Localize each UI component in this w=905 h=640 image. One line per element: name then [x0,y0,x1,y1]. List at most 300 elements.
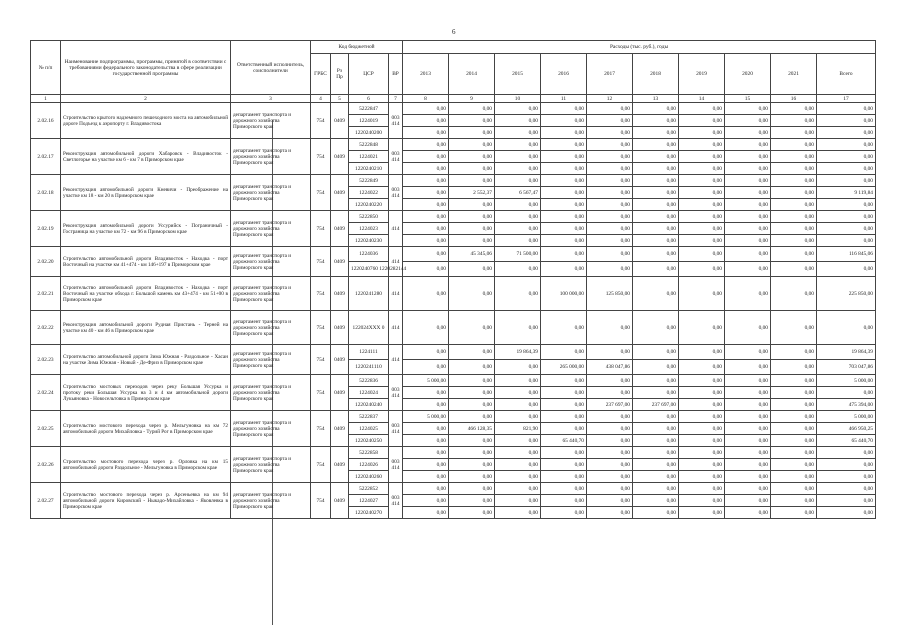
row-value: 0,00 [725,447,771,459]
row-executor: департамент транспорта и дорожного хозяйства Приморского края [231,277,311,311]
row-csr: 1220240200 [349,127,389,139]
row-value: 0,00 [449,175,495,187]
row-value: 0,00 [633,127,679,139]
row-value: 0,00 [771,163,817,175]
row-csr: 1220240220 [349,199,389,211]
table-row [31,447,876,459]
row-value: 0,00 [679,199,725,211]
row-value: 0,00 [725,345,771,360]
row-rzpr: 0409 [331,277,349,311]
row-csr: 5222850 [349,211,389,223]
row-value: 0,00 [403,247,449,262]
row-value: 0,00 [725,103,771,115]
row-value: 5 000,00 [403,411,449,423]
row-value: 0,00 [403,435,449,447]
column-number: 2 [61,95,231,103]
row-value: 0,00 [449,223,495,235]
row-value: 0,00 [587,483,633,495]
row-csr: 1224022 [349,187,389,199]
table-row [31,311,876,345]
row-value: 0,00 [495,411,541,423]
column-number: 3 [231,95,311,103]
row-value: 65 440,70 [817,435,876,447]
row-value: 0,00 [633,175,679,187]
row-value: 438 047,86 [587,360,633,375]
row-value: 0,00 [495,223,541,235]
column-number: 1 [31,95,61,103]
row-value: 0,00 [541,223,587,235]
row-value: 0,00 [633,211,679,223]
row-value: 0,00 [679,495,725,507]
row-value: 0,00 [679,262,725,277]
row-value: 0,00 [771,223,817,235]
row-value: 0,00 [725,471,771,483]
row-value: 0,00 [633,277,679,311]
row-value: 0,00 [541,495,587,507]
row-value: 0,00 [587,235,633,247]
header-name: Наименование подпрограммы, программы, принятой в соответствии с требованиями федерального законодательства в сфере реализации государственной программы [61,41,231,95]
row-value: 0,00 [633,387,679,399]
header-row-1 [31,41,876,54]
row-value: 0,00 [495,483,541,495]
row-vr: 414 [389,211,403,247]
row-csr: 5222858 [349,447,389,459]
row-value: 0,00 [725,495,771,507]
row-value: 0,00 [633,115,679,127]
row-value: 0,00 [541,507,587,519]
row-executor: департамент транспорта и дорожного хозяйства Приморского края [231,411,311,447]
row-csr: 5222837 [349,411,389,423]
row-value: 0,00 [403,387,449,399]
row-value: 0,00 [449,375,495,387]
row-name: Строительство мостового перехода через р. Арсеньевка на км 94 автомобильной дороги Кировский - Ныкадо-Михайловка - Яковлевка в Приморском крае [61,483,231,519]
row-csr: 1224036 [349,247,389,262]
row-value: 0,00 [541,375,587,387]
row-rzpr: 0409 [331,311,349,345]
row-value: 0,00 [633,103,679,115]
column-number: 14 [679,95,725,103]
header-csr: ЦСР [349,54,389,95]
row-grbs: 754 [311,139,331,175]
row-value: 0,00 [541,471,587,483]
row-name: Реконструкция автомобильной дороги Уссурийск - Пограничный - Госграница на участке км 72 - км 96 в Приморском крае [61,211,231,247]
row-value: 0,00 [679,127,725,139]
row-value: 0,00 [771,103,817,115]
row-value: 0,00 [771,311,817,345]
row-value: 0,00 [403,360,449,375]
row-value: 0,00 [495,277,541,311]
row-value: 0,00 [449,459,495,471]
row-value: 0,00 [771,211,817,223]
column-number: 15 [725,95,771,103]
row-value: 0,00 [725,387,771,399]
row-value: 0,00 [541,345,587,360]
row-value: 0,00 [541,423,587,435]
row-vr: 003 414 [389,375,403,411]
row-value: 0,00 [587,459,633,471]
row-rzpr: 0409 [331,375,349,411]
row-value: 0,00 [449,115,495,127]
column-number: 13 [633,95,679,103]
row-value: 0,00 [679,247,725,262]
row-value: 0,00 [541,459,587,471]
row-value: 0,00 [403,115,449,127]
table-row [31,375,876,387]
row-value: 0,00 [587,187,633,199]
row-grbs: 754 [311,211,331,247]
row-value: 0,00 [587,345,633,360]
row-number: 2.02.17 [31,139,61,175]
row-value: 0,00 [449,151,495,163]
column-number: 16 [771,95,817,103]
row-csr: 1224026 [349,459,389,471]
row-csr: 1220240270 [349,507,389,519]
row-value: 0,00 [403,311,449,345]
row-executor: департамент транспорта и дорожного хозяйства Приморского края [231,139,311,175]
row-value: 0,00 [725,399,771,411]
row-value: 466 950,25 [817,423,876,435]
header-grbs: ГРБС [311,54,331,95]
row-executor: департамент транспорта и дорожного хозяйства Приморского края [231,375,311,411]
row-name: Строительство мостовых переходов через реку Большая Уссурка и протоку реки Большая Уссурка на 3 и 4 км автомобильной дороги Лукьяновка - Новосельтовка в Приморском крае [61,375,231,411]
row-value: 0,00 [403,495,449,507]
row-value: 0,00 [541,127,587,139]
row-value: 0,00 [449,199,495,211]
row-value: 0,00 [587,211,633,223]
row-value: 0,00 [403,139,449,151]
row-csr: 1224027 [349,495,389,507]
row-value: 0,00 [541,115,587,127]
row-value: 0,00 [449,235,495,247]
row-value: 265 000,00 [541,360,587,375]
row-value: 0,00 [771,495,817,507]
row-executor: департамент транспорта и дорожного хозяйства Приморского края [231,247,311,277]
row-number: 2.02.18 [31,175,61,211]
row-csr: 1224024 [349,387,389,399]
row-value: 0,00 [495,435,541,447]
row-vr: 003 414 [389,175,403,211]
row-value: 0,00 [633,471,679,483]
row-value: 0,00 [495,103,541,115]
row-value: 0,00 [725,139,771,151]
row-value: 0,00 [817,387,876,399]
row-value: 0,00 [633,360,679,375]
row-value: 0,00 [771,483,817,495]
row-rzpr: 0409 [331,345,349,375]
row-value: 0,00 [449,360,495,375]
row-value: 0,00 [771,423,817,435]
row-value: 65 440,70 [541,435,587,447]
row-value: 0,00 [679,387,725,399]
row-value: 0,00 [679,423,725,435]
row-grbs: 754 [311,277,331,311]
row-value: 0,00 [403,175,449,187]
row-value: 0,00 [771,471,817,483]
row-value: 0,00 [587,311,633,345]
row-rzpr: 0409 [331,247,349,277]
row-value: 0,00 [587,223,633,235]
row-value: 0,00 [817,115,876,127]
header-expenses: Расходы (тыс. руб.), годы [403,41,876,54]
row-value: 0,00 [633,435,679,447]
header-year: 2020 [725,54,771,95]
row-value: 0,00 [817,507,876,519]
row-value: 0,00 [403,223,449,235]
row-value: 0,00 [403,199,449,211]
row-value: 0,00 [679,375,725,387]
column-number: 9 [449,95,495,103]
row-value: 0,00 [725,375,771,387]
row-value: 0,00 [679,447,725,459]
row-value: 0,00 [403,483,449,495]
header-year: 2014 [449,54,495,95]
column-number: 4 [311,95,331,103]
row-vr: 003 414 [389,447,403,483]
row-value: 0,00 [771,235,817,247]
column-number: 17 [817,95,876,103]
row-value: 0,00 [679,103,725,115]
row-value: 0,00 [725,247,771,262]
row-value: 0,00 [725,435,771,447]
row-value: 0,00 [771,199,817,211]
row-value: 0,00 [633,247,679,262]
row-value: 0,00 [541,187,587,199]
row-csr: 1220241280 [349,277,389,311]
row-value: 0,00 [403,211,449,223]
row-value: 0,00 [725,311,771,345]
row-value: 0,00 [633,262,679,277]
row-rzpr: 0409 [331,447,349,483]
row-value: 0,00 [725,187,771,199]
header-year: 2015 [495,54,541,95]
row-value: 0,00 [725,235,771,247]
row-value: 0,00 [587,163,633,175]
row-value: 0,00 [633,187,679,199]
row-value: 0,00 [541,163,587,175]
header-year: 2016 [541,54,587,95]
row-executor: департамент транспорта и дорожного хозяйства Приморского края [231,175,311,211]
row-value: 71 500,00 [495,247,541,262]
row-value: 0,00 [771,115,817,127]
table-body [31,103,876,519]
row-grbs: 754 [311,345,331,375]
header-year: 2019 [679,54,725,95]
row-number: 2.02.23 [31,345,61,375]
row-value: 0,00 [541,235,587,247]
row-value: 0,00 [771,175,817,187]
row-value: 2 552,37 [449,187,495,199]
row-value: 0,00 [495,175,541,187]
header-total: Всего [817,54,876,95]
row-value: 0,00 [633,151,679,163]
row-value: 0,00 [679,471,725,483]
row-csr: 1220240230 [349,235,389,247]
row-rzpr: 0409 [331,211,349,247]
row-value: 0,00 [587,151,633,163]
row-executor: департамент транспорта и дорожного хозяйства Приморского края [231,103,311,139]
row-value: 0,00 [817,103,876,115]
row-value: 225 850,00 [817,277,876,311]
row-value: 0,00 [817,211,876,223]
row-executor: департамент транспорта и дорожного хозяйства Приморского края [231,311,311,345]
row-value: 0,00 [817,495,876,507]
header-year: 2021 [771,54,817,95]
row-value: 0,00 [725,127,771,139]
row-value: 0,00 [679,435,725,447]
row-csr: 1220240260 [349,471,389,483]
row-value: 0,00 [449,163,495,175]
row-value: 0,00 [449,127,495,139]
row-value: 0,00 [817,471,876,483]
row-value: 0,00 [587,447,633,459]
row-value: 116 845,06 [817,247,876,262]
row-csr: 1220240240 [349,399,389,411]
row-value: 0,00 [587,423,633,435]
row-value: 0,00 [679,187,725,199]
row-csr: 1224023 [349,223,389,235]
row-value: 0,00 [495,115,541,127]
row-value: 0,00 [541,311,587,345]
row-value: 0,00 [817,151,876,163]
row-value: 0,00 [679,483,725,495]
row-name: Строительство автомобильной дороги Владивосток - Находка - порт Восточный на участке км 41+474 - км 146+197 в Приморском крае [61,247,231,277]
row-value: 0,00 [449,435,495,447]
row-executor: департамент транспорта и дорожного хозяйства Приморского края [231,483,311,519]
row-grbs: 754 [311,311,331,345]
row-value: 0,00 [817,139,876,151]
row-value: 0,00 [817,447,876,459]
row-value: 0,00 [495,507,541,519]
row-value: 0,00 [679,163,725,175]
row-value: 0,00 [817,459,876,471]
row-value: 0,00 [449,387,495,399]
row-value: 0,00 [817,163,876,175]
row-value: 0,00 [771,411,817,423]
column-number: 5 [331,95,349,103]
row-value: 0,00 [633,447,679,459]
row-value: 0,00 [403,277,449,311]
row-value: 0,00 [587,139,633,151]
row-value: 0,00 [449,471,495,483]
header-executor: Ответственный исполнитель, соисполнители [231,41,311,95]
row-value: 0,00 [403,447,449,459]
row-value: 125 850,00 [587,277,633,311]
row-value: 0,00 [771,187,817,199]
row-value: 0,00 [403,163,449,175]
row-value: 45 345,06 [449,247,495,262]
row-value: 0,00 [771,375,817,387]
row-value: 0,00 [633,163,679,175]
row-value: 0,00 [587,262,633,277]
row-value: 0,00 [679,399,725,411]
row-value: 0,00 [679,211,725,223]
row-value: 821,90 [495,423,541,435]
header-year: 2018 [633,54,679,95]
row-value: 5 000,00 [817,375,876,387]
row-value: 0,00 [817,223,876,235]
row-value: 0,00 [403,507,449,519]
header-num: № п/п [31,41,61,95]
row-value: 0,00 [587,387,633,399]
row-rzpr: 0409 [331,139,349,175]
row-value: 0,00 [495,151,541,163]
row-vr: 414 [389,277,403,311]
row-value: 0,00 [679,151,725,163]
row-value: 0,00 [679,235,725,247]
row-name: Строительство крытого надземного пешеходного моста на автомобильной дороге Подъезд к аэропорту г. Владивостока [61,103,231,139]
row-value: 0,00 [725,199,771,211]
row-value: 5 000,00 [403,375,449,387]
row-value: 0,00 [771,277,817,311]
row-value: 0,00 [495,360,541,375]
row-value: 0,00 [495,235,541,247]
column-number: 10 [495,95,541,103]
row-value: 237 697,00 [587,399,633,411]
row-value: 0,00 [633,235,679,247]
row-value: 5 000,00 [817,411,876,423]
row-value: 0,00 [633,375,679,387]
row-value: 0,00 [817,483,876,495]
row-grbs: 754 [311,375,331,411]
row-value: 0,00 [725,507,771,519]
row-value: 0,00 [771,151,817,163]
row-vr: 414 [389,311,403,345]
row-number: 2.02.19 [31,211,61,247]
table-row [31,211,876,223]
row-vr: 003 414 [389,103,403,139]
row-csr: 1224025 [349,423,389,435]
row-value: 0,00 [771,435,817,447]
row-value: 0,00 [633,423,679,435]
row-value: 0,00 [587,507,633,519]
row-value: 0,00 [817,199,876,211]
row-value: 0,00 [449,211,495,223]
row-value: 0,00 [541,387,587,399]
row-value: 0,00 [679,175,725,187]
row-value: 0,00 [771,345,817,360]
row-value: 0,00 [495,163,541,175]
row-csr: 1220240250 [349,435,389,447]
row-value: 0,00 [817,311,876,345]
row-value: 0,00 [541,262,587,277]
row-number: 2.02.27 [31,483,61,519]
row-value: 0,00 [449,103,495,115]
row-value: 0,00 [449,483,495,495]
row-name: Реконструкция автомобильной дороги Хабаровск - Владивосток - Светлогорье на участке км 6 - км 7 в Приморском крае [61,139,231,175]
row-value: 0,00 [449,495,495,507]
row-value: 0,00 [541,199,587,211]
row-number: 2.02.16 [31,103,61,139]
column-number: 12 [587,95,633,103]
row-value: 0,00 [633,223,679,235]
row-value: 0,00 [495,139,541,151]
row-rzpr: 0409 [331,103,349,139]
row-grbs: 754 [311,483,331,519]
row-value: 0,00 [771,247,817,262]
row-value: 0,00 [403,151,449,163]
row-csr: 1220240210 [349,163,389,175]
row-csr: 5222848 [349,139,389,151]
row-value: 0,00 [495,399,541,411]
row-value: 0,00 [679,223,725,235]
row-csr: 5222847 [349,103,389,115]
row-value: 237 697,00 [633,399,679,411]
row-value: 0,00 [495,459,541,471]
row-value: 0,00 [771,262,817,277]
row-number: 2.02.26 [31,447,61,483]
row-value: 0,00 [449,139,495,151]
row-value: 0,00 [495,211,541,223]
